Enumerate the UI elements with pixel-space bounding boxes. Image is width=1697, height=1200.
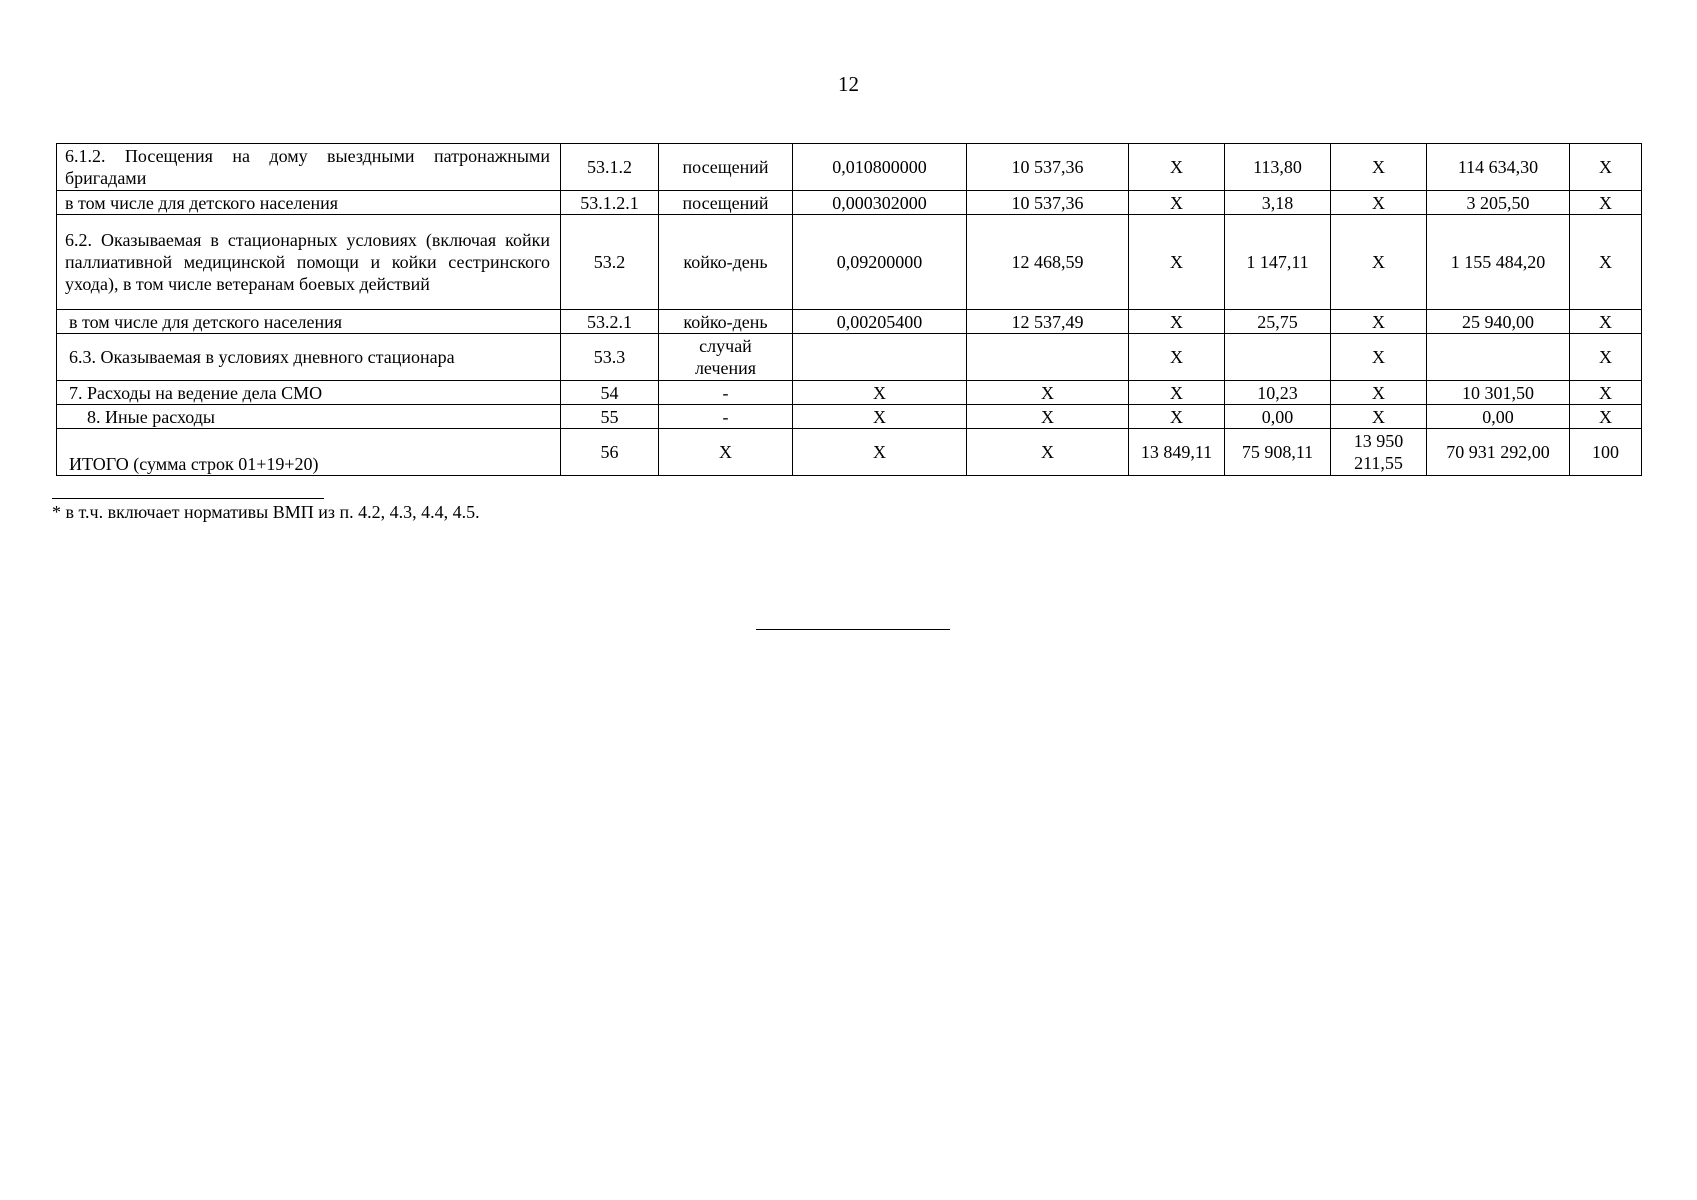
row-norm-cost: 10 537,36 — [967, 144, 1129, 191]
row-col8: X — [1331, 215, 1427, 310]
row-col9: 114 634,30 — [1427, 144, 1570, 191]
row-col10: X — [1570, 215, 1642, 310]
row-col8: X — [1331, 334, 1427, 381]
row-norm-cost: 10 537,36 — [967, 191, 1129, 215]
row-col8: X — [1331, 144, 1427, 191]
row-code: 53.1.2 — [561, 144, 659, 191]
row-col6: 13 849,11 — [1129, 429, 1225, 476]
row-code: 56 — [561, 429, 659, 476]
row-norm-volume: 0,000302000 — [793, 191, 967, 215]
row-col10: 100 — [1570, 429, 1642, 476]
financial-table — [56, 143, 1642, 476]
row-col6: X — [1129, 191, 1225, 215]
row-col10: X — [1570, 334, 1642, 381]
row-unit: - — [659, 381, 793, 405]
row-norm-volume — [793, 334, 967, 381]
table-row — [57, 144, 1642, 191]
row-col9: 1 155 484,20 — [1427, 215, 1570, 310]
row-unit: - — [659, 405, 793, 429]
row-col10: X — [1570, 191, 1642, 215]
footnote-divider — [52, 498, 324, 499]
row-col9: 3 205,50 — [1427, 191, 1570, 215]
row-col6: X — [1129, 215, 1225, 310]
row-norm-volume: 0,09200000 — [793, 215, 967, 310]
row-name: 7. Расходы на ведение дела СМО — [57, 381, 561, 405]
footnote: * в т.ч. включает нормативы ВМП из п. 4.2, 4.3, 4.4, 4.5. — [52, 502, 480, 522]
table-row — [57, 334, 1642, 381]
row-col7: 25,75 — [1225, 310, 1331, 334]
row-col9: 25 940,00 — [1427, 310, 1570, 334]
row-name: в том числе для детского населения — [57, 191, 561, 215]
row-col8: X — [1331, 310, 1427, 334]
row-col9: 0,00 — [1427, 405, 1570, 429]
row-col7: 75 908,11 — [1225, 429, 1331, 476]
row-col6: X — [1129, 381, 1225, 405]
row-col6: X — [1129, 144, 1225, 191]
row-col7: 113,80 — [1225, 144, 1331, 191]
row-code: 55 — [561, 405, 659, 429]
row-unit: посещений — [659, 144, 793, 191]
row-code: 53.2 — [561, 215, 659, 310]
row-name: ИТОГО (сумма строк 01+19+20) — [57, 429, 561, 476]
row-code: 53.3 — [561, 334, 659, 381]
table-row — [57, 191, 1642, 215]
row-norm-volume: 0,00205400 — [793, 310, 967, 334]
row-unit: койко-день — [659, 215, 793, 310]
row-norm-cost: X — [967, 429, 1129, 476]
row-col8: X — [1331, 191, 1427, 215]
row-col6: X — [1129, 310, 1225, 334]
row-col8: X — [1331, 405, 1427, 429]
row-norm-cost: 12 468,59 — [967, 215, 1129, 310]
row-code: 53.1.2.1 — [561, 191, 659, 215]
row-name: 6.1.2. Посещения на дому выездными патронажными бригадами — [57, 144, 561, 191]
row-norm-volume: X — [793, 405, 967, 429]
row-col10: X — [1570, 405, 1642, 429]
row-name: 6.3. Оказываемая в условиях дневного стационара — [57, 334, 561, 381]
table-row — [57, 215, 1642, 310]
row-col10: X — [1570, 144, 1642, 191]
row-col9 — [1427, 334, 1570, 381]
page-number: 12 — [838, 72, 859, 96]
row-col8: X — [1331, 381, 1427, 405]
end-of-document-line — [756, 629, 950, 630]
row-col7 — [1225, 334, 1331, 381]
row-name: 8. Иные расходы — [57, 405, 561, 429]
row-norm-cost: X — [967, 405, 1129, 429]
row-col8: 13 950 211,55 — [1331, 429, 1427, 476]
row-col7: 10,23 — [1225, 381, 1331, 405]
table-row — [57, 381, 1642, 405]
row-code: 53.2.1 — [561, 310, 659, 334]
row-col9: 10 301,50 — [1427, 381, 1570, 405]
row-col6: X — [1129, 405, 1225, 429]
row-col7: 3,18 — [1225, 191, 1331, 215]
table-row — [57, 310, 1642, 334]
row-col10: X — [1570, 310, 1642, 334]
row-norm-volume: 0,010800000 — [793, 144, 967, 191]
row-norm-cost: 12 537,49 — [967, 310, 1129, 334]
table-row — [57, 405, 1642, 429]
table-row-total — [57, 429, 1642, 476]
row-unit: случай лечения — [659, 334, 793, 381]
row-col9: 70 931 292,00 — [1427, 429, 1570, 476]
row-norm-cost: X — [967, 381, 1129, 405]
row-norm-volume: X — [793, 381, 967, 405]
row-col7: 0,00 — [1225, 405, 1331, 429]
row-name: в том числе для детского населения — [57, 310, 561, 334]
row-unit: койко-день — [659, 310, 793, 334]
row-name: 6.2. Оказываемая в стационарных условиях (включая койки паллиативной медицинской помощи и койки сестринского ухода), в том числе ветеранам боевых действий — [57, 215, 561, 310]
row-col7: 1 147,11 — [1225, 215, 1331, 310]
row-unit: X — [659, 429, 793, 476]
row-norm-volume: X — [793, 429, 967, 476]
row-norm-cost — [967, 334, 1129, 381]
row-col10: X — [1570, 381, 1642, 405]
row-col6: X — [1129, 334, 1225, 381]
row-unit: посещений — [659, 191, 793, 215]
row-code: 54 — [561, 381, 659, 405]
